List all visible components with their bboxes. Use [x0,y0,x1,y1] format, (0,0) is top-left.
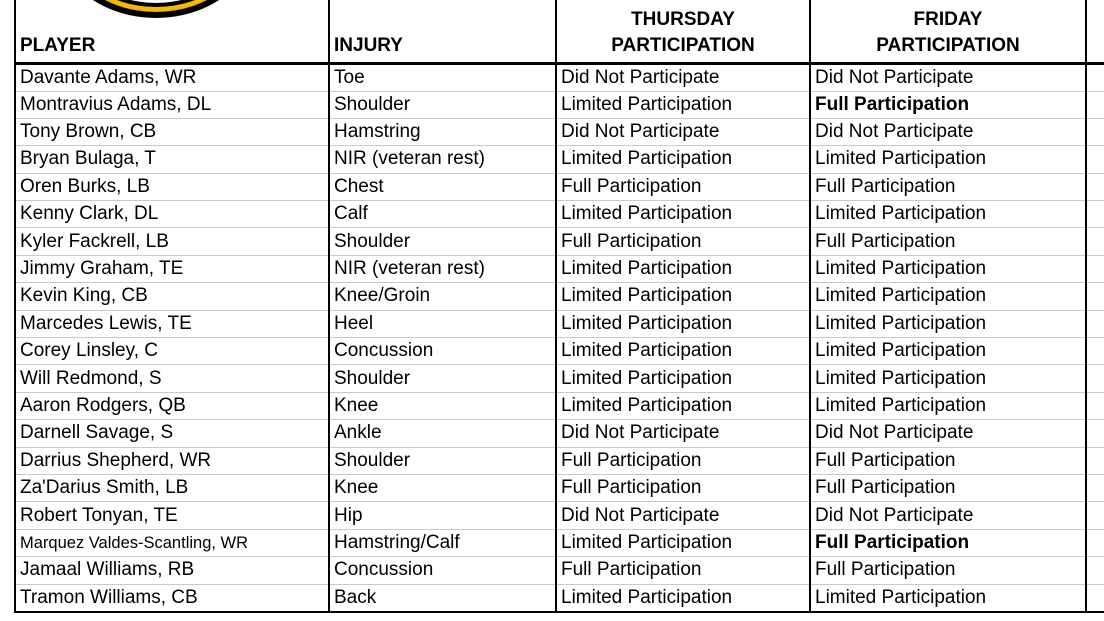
injury-cell: Toe [329,63,556,91]
header-thursday-line1: THURSDAY [631,8,735,30]
thursday-participation-cell: Limited Participation [556,91,810,118]
friday-participation-cell: Limited Participation [810,283,1086,310]
header-player: PLAYER [15,0,329,63]
header-friday-line1: FRIDAY [913,8,983,30]
table-row [15,529,1104,556]
friday-participation-cell: Full Participation [810,557,1086,584]
thursday-participation-cell: Limited Participation [556,392,810,419]
thursday-participation-cell: Did Not Participate [556,118,810,145]
extra-cell [1086,255,1104,282]
injury-cell: Knee/Groin [329,283,556,310]
table-row [15,63,1104,91]
friday-participation-cell: Full Participation [810,474,1086,501]
table-row [15,557,1104,584]
player-cell: Bryan Bulaga, T [15,146,329,173]
table-row [15,228,1104,255]
friday-participation-cell: Did Not Participate [810,420,1086,447]
thursday-participation-cell: Limited Participation [556,310,810,337]
thursday-participation-cell: Full Participation [556,447,810,474]
injury-cell: Knee [329,474,556,501]
extra-cell [1086,310,1104,337]
friday-participation-cell: Limited Participation [810,365,1086,392]
extra-cell [1086,173,1104,200]
table-row [15,420,1104,447]
header-extra [1086,0,1104,63]
injury-cell: Hip [329,502,556,529]
thursday-participation-cell: Did Not Participate [556,63,810,91]
friday-participation-cell: Limited Participation [810,310,1086,337]
player-cell: Oren Burks, LB [15,173,329,200]
extra-cell [1086,201,1104,228]
thursday-participation-cell: Limited Participation [556,529,810,556]
friday-participation-cell: Limited Participation [810,201,1086,228]
player-cell: Darnell Savage, S [15,420,329,447]
table-row [15,365,1104,392]
player-cell: Robert Tonyan, TE [15,502,329,529]
thursday-participation-cell: Full Participation [556,557,810,584]
player-cell: Montravius Adams, DL [15,91,329,118]
table-row [15,392,1104,419]
injury-cell: Calf [329,201,556,228]
extra-cell [1086,228,1104,255]
table-body [15,63,1104,612]
table-row [15,310,1104,337]
friday-participation-cell: Full Participation [810,91,1086,118]
friday-participation-cell: Did Not Participate [810,502,1086,529]
player-cell: Tony Brown, CB [15,118,329,145]
injury-cell: Hamstring [329,118,556,145]
injury-cell: Concussion [329,557,556,584]
thursday-participation-cell: Limited Participation [556,365,810,392]
extra-cell [1086,365,1104,392]
injury-cell: Shoulder [329,228,556,255]
table-row [15,201,1104,228]
friday-participation-cell: Did Not Participate [810,118,1086,145]
table-row [15,91,1104,118]
table-row [15,447,1104,474]
player-cell: Aaron Rodgers, QB [15,392,329,419]
injury-cell: Shoulder [329,91,556,118]
injury-cell: NIR (veteran rest) [329,146,556,173]
thursday-participation-cell: Full Participation [556,228,810,255]
thursday-participation-cell: Full Participation [556,173,810,200]
player-cell: Marquez Valdes-Scantling, WR [15,529,329,556]
injury-cell: Concussion [329,338,556,365]
player-cell: Kenny Clark, DL [15,201,329,228]
player-cell: Davante Adams, WR [15,63,329,91]
friday-participation-cell: Full Participation [810,173,1086,200]
player-cell: Darrius Shepherd, WR [15,447,329,474]
header-friday-line2: PARTICIPATION [876,34,1020,56]
table-row [15,584,1104,612]
player-cell: Will Redmond, S [15,365,329,392]
table-row [15,502,1104,529]
player-cell: Jamaal Williams, RB [15,557,329,584]
header-injury: INJURY [329,0,556,63]
header-row [15,0,1104,63]
table-row [15,255,1104,282]
extra-cell [1086,584,1104,612]
friday-participation-cell: Limited Participation [810,392,1086,419]
extra-cell [1086,529,1104,556]
extra-cell [1086,474,1104,501]
header-friday [810,0,1086,63]
player-cell: Tramon Williams, CB [15,584,329,612]
extra-cell [1086,557,1104,584]
extra-cell [1086,118,1104,145]
injury-cell: NIR (veteran rest) [329,255,556,282]
injury-cell: Heel [329,310,556,337]
extra-cell [1086,91,1104,118]
table-row [15,474,1104,501]
table-row [15,173,1104,200]
extra-cell [1086,420,1104,447]
friday-participation-cell: Full Participation [810,228,1086,255]
injury-cell: Back [329,584,556,612]
injury-cell: Shoulder [329,365,556,392]
injury-cell: Hamstring/Calf [329,529,556,556]
table-row [15,283,1104,310]
extra-cell [1086,502,1104,529]
friday-participation-cell: Full Participation [810,447,1086,474]
extra-cell [1086,63,1104,91]
player-cell: Kevin King, CB [15,283,329,310]
player-cell: Kyler Fackrell, LB [15,228,329,255]
header-thursday-line2: PARTICIPATION [611,34,755,56]
table-row [15,338,1104,365]
thursday-participation-cell: Limited Participation [556,255,810,282]
injury-cell: Shoulder [329,447,556,474]
friday-participation-cell: Limited Participation [810,584,1086,612]
table-row [15,118,1104,145]
injury-report-table [14,0,1104,613]
friday-participation-cell: Did Not Participate [810,63,1086,91]
thursday-participation-cell: Limited Participation [556,146,810,173]
thursday-participation-cell: Limited Participation [556,584,810,612]
thursday-participation-cell: Limited Participation [556,283,810,310]
table-row [15,146,1104,173]
extra-cell [1086,392,1104,419]
injury-cell: Knee [329,392,556,419]
player-cell: Corey Linsley, C [15,338,329,365]
injury-cell: Ankle [329,420,556,447]
thursday-participation-cell: Full Participation [556,474,810,501]
thursday-participation-cell: Limited Participation [556,201,810,228]
friday-participation-cell: Limited Participation [810,255,1086,282]
player-cell: Marcedes Lewis, TE [15,310,329,337]
friday-participation-cell: Full Participation [810,529,1086,556]
extra-cell [1086,283,1104,310]
friday-participation-cell: Limited Participation [810,338,1086,365]
extra-cell [1086,447,1104,474]
header-thursday [556,0,810,63]
extra-cell [1086,338,1104,365]
player-cell: Za'Darius Smith, LB [15,474,329,501]
player-cell: Jimmy Graham, TE [15,255,329,282]
friday-participation-cell: Limited Participation [810,146,1086,173]
injury-cell: Chest [329,173,556,200]
thursday-participation-cell: Limited Participation [556,338,810,365]
thursday-participation-cell: Did Not Participate [556,502,810,529]
extra-cell [1086,146,1104,173]
thursday-participation-cell: Did Not Participate [556,420,810,447]
